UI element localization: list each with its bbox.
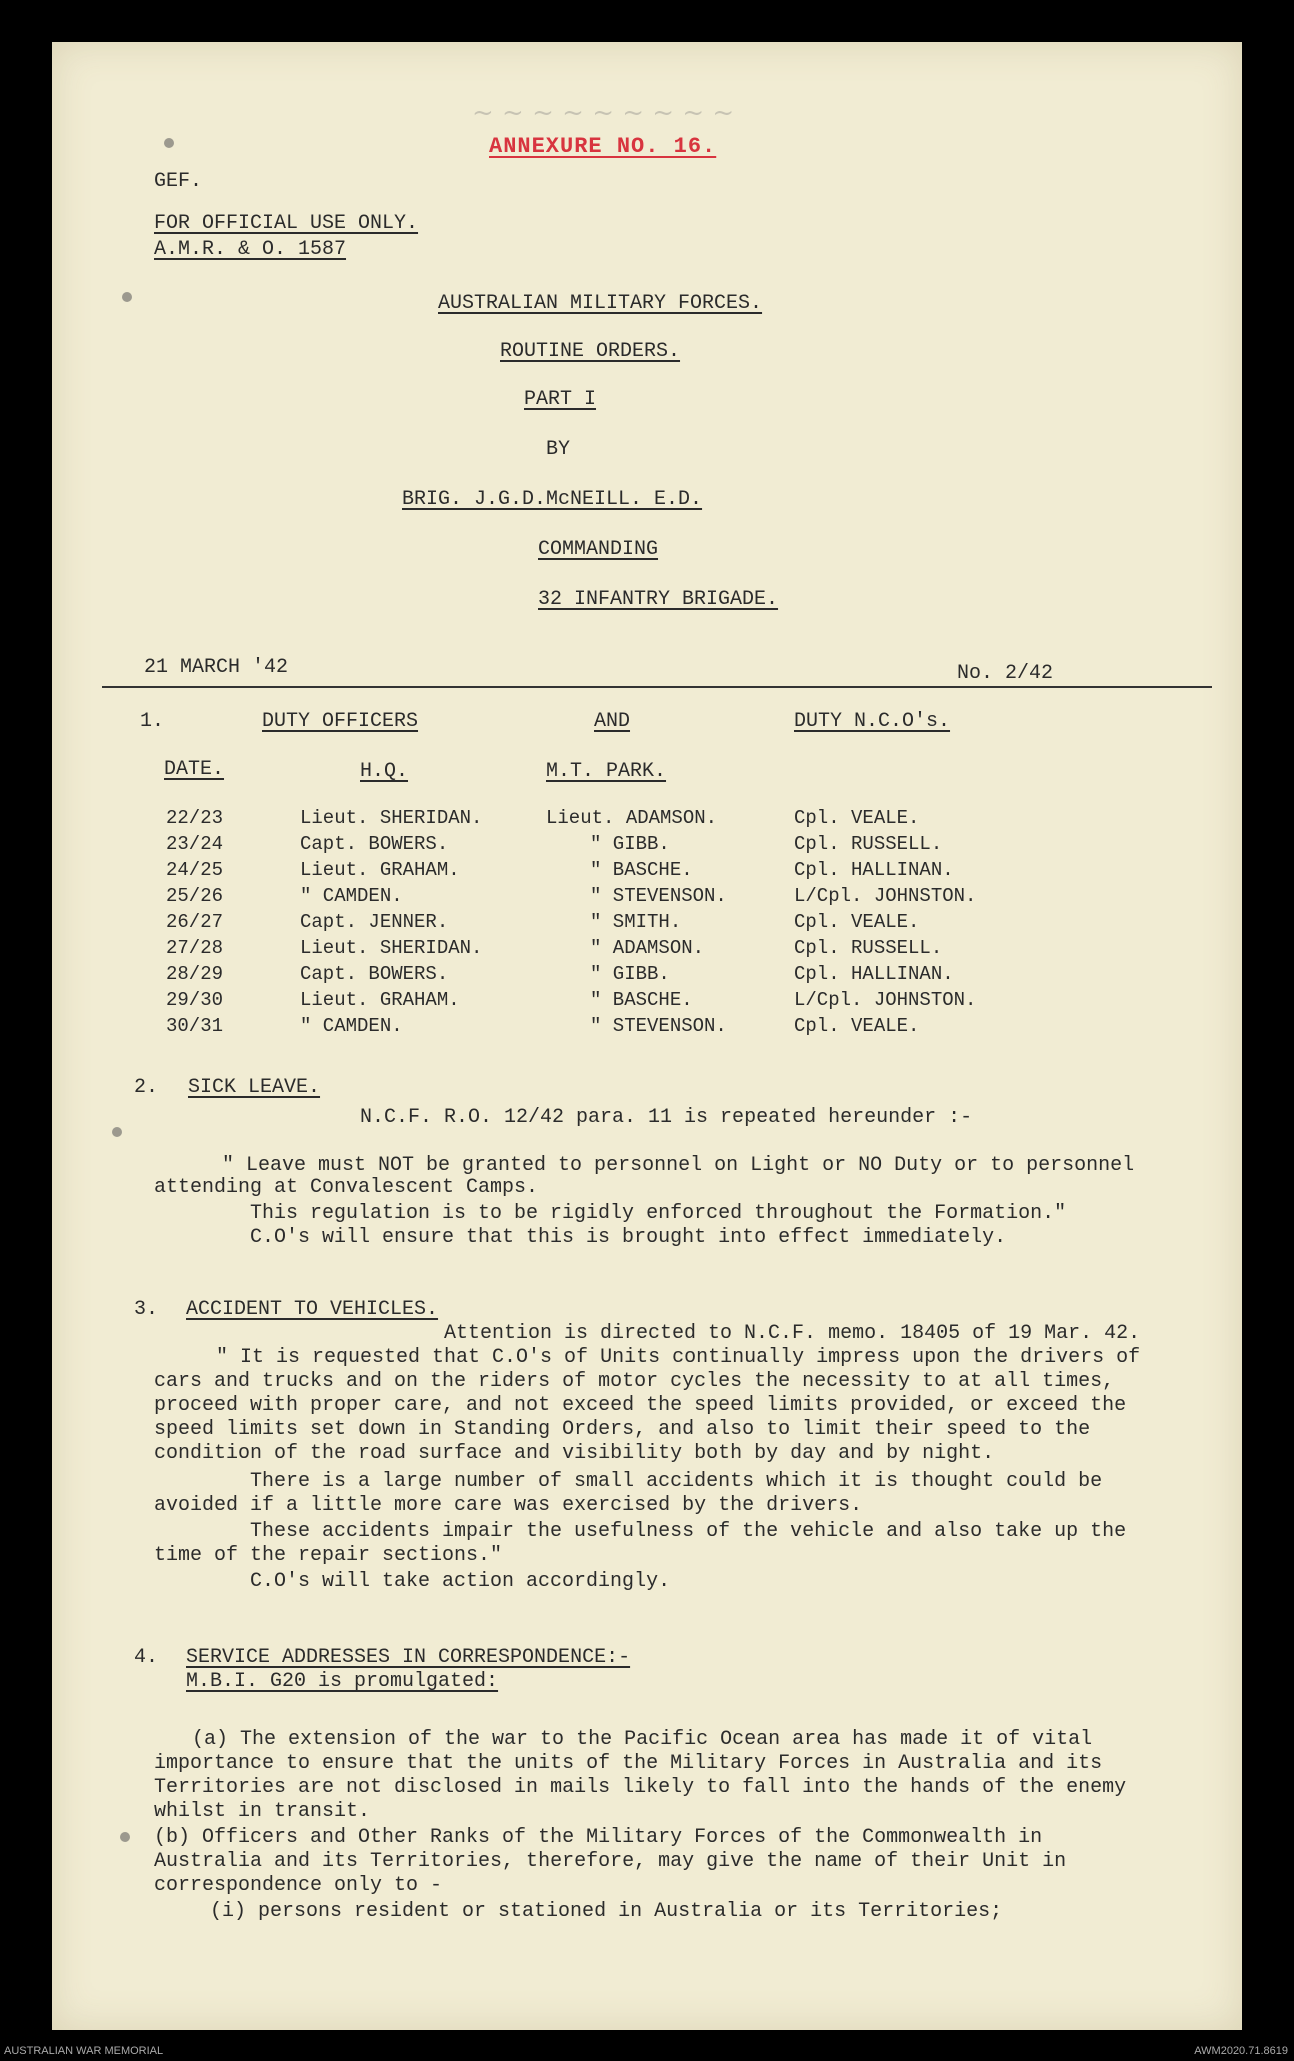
table-row-date: 22/23 xyxy=(166,807,224,829)
section3-line: time of the repair sections." xyxy=(154,1544,503,1567)
order-number: No. 2/42 xyxy=(957,662,1054,685)
pencil-annotation: ~ ~ ~ ~ ~ ~ ~ ~ ~ xyxy=(472,98,735,128)
table-row-hq: " CAMDEN. xyxy=(300,1015,403,1037)
title-forces: AUSTRALIAN MILITARY FORCES. xyxy=(438,292,763,315)
table-row-nco: Cpl. VEALE. xyxy=(794,1015,920,1037)
section3-line: proceed with proper care, and not exceed the speed limits provided, or exceed the xyxy=(154,1394,1127,1417)
punch-hole xyxy=(120,1832,130,1842)
table-row-nco: Cpl. VEALE. xyxy=(794,911,920,933)
title-part: PART I xyxy=(524,388,597,411)
section2-line: C.O's will ensure that this is brought into effect immediately. xyxy=(250,1226,1007,1249)
official-use-notice: FOR OFFICIAL USE ONLY. xyxy=(154,212,419,235)
section3-line: condition of the road surface and visibility both by day and by night. xyxy=(154,1442,995,1465)
table-row-mt: " GIBB. xyxy=(590,833,670,855)
section4-title: SERVICE ADDRESSES IN CORRESPONDENCE:- xyxy=(186,1646,631,1669)
punch-hole xyxy=(164,138,174,148)
footer-right: AWM2020.71.8619 xyxy=(1194,2045,1288,2057)
col-duty-ncos: DUTY N.C.O's. xyxy=(794,710,951,733)
table-row-mt: " BASCHE. xyxy=(590,989,693,1011)
table-row-hq: " CAMDEN. xyxy=(300,885,403,907)
table-row-mt: " SMITH. xyxy=(590,911,682,933)
col-duty-officers: DUTY OFFICERS xyxy=(262,710,419,733)
section4-line: (i) persons resident or stationed in Australia or its Territories; xyxy=(210,1900,1003,1923)
table-row-nco: Cpl. HALLINAN. xyxy=(794,963,954,985)
section3-line: There is a large number of small accidents which it is thought could be xyxy=(250,1470,1103,1493)
section2-title: SICK LEAVE. xyxy=(188,1076,321,1099)
table-row-nco: Cpl. HALLINAN. xyxy=(794,859,954,881)
section2-intro: N.C.F. R.O. 12/42 para. 11 is repeated hereunder :- xyxy=(360,1106,973,1129)
section2-number: 2. xyxy=(134,1076,159,1099)
table-row-nco: L/Cpl. JOHNSTON. xyxy=(794,989,977,1011)
title-routine-orders: ROUTINE ORDERS. xyxy=(500,340,681,363)
table-row-date: 27/28 xyxy=(166,937,224,959)
amr-reference: A.M.R. & O. 1587 xyxy=(154,238,347,261)
section4-line: (b) Officers and Other Ranks of the Military Forces of the Commonwealth in xyxy=(154,1826,1043,1849)
table-row-date: 24/25 xyxy=(166,859,224,881)
section3-line: " It is requested that C.O's of Units continually impress upon the drivers of xyxy=(216,1346,1141,1369)
table-row-hq: Capt. BOWERS. xyxy=(300,963,449,985)
table-row-mt: Lieut. ADAMSON. xyxy=(546,807,718,829)
section4-subtitle: M.B.I. G20 is promulgated: xyxy=(186,1670,499,1693)
col-hq: H.Q. xyxy=(360,760,409,783)
section4-line: (a) The extension of the war to the Pacific Ocean area has made it of vital xyxy=(192,1728,1093,1751)
section4-line: Australia and its Territories, therefore, may give the name of their Unit in xyxy=(154,1850,1067,1873)
table-row-nco: Cpl. VEALE. xyxy=(794,807,920,829)
table-row-hq: Lieut. SHERIDAN. xyxy=(300,807,483,829)
table-row-hq: Lieut. GRAHAM. xyxy=(300,989,460,1011)
section3-title: ACCIDENT TO VEHICLES. xyxy=(186,1298,439,1321)
table-row-mt: " ADAMSON. xyxy=(590,937,705,959)
table-row-hq: Capt. JENNER. xyxy=(300,911,449,933)
order-date: 21 MARCH '42 xyxy=(144,656,289,679)
footer-left: AUSTRALIAN WAR MEMORIAL xyxy=(4,2045,164,2057)
section3-intro: Attention is directed to N.C.F. memo. 18405 of 19 Mar. 42. xyxy=(444,1322,1141,1345)
punch-hole xyxy=(112,1127,122,1137)
table-row-nco: Cpl. RUSSELL. xyxy=(794,937,943,959)
file-reference: GEF. xyxy=(154,170,203,193)
table-row-hq: Lieut. SHERIDAN. xyxy=(300,937,483,959)
table-row-date: 23/24 xyxy=(166,833,224,855)
table-row-hq: Capt. BOWERS. xyxy=(300,833,449,855)
section4-number: 4. xyxy=(134,1646,159,1669)
annexure-stamp: ANNEXURE NO. 16. xyxy=(489,134,717,159)
section3-line: These accidents impair the usefulness of the vehicle and also take up the xyxy=(250,1520,1127,1543)
section4-line: whilst in transit. xyxy=(154,1800,371,1823)
title-brigade: 32 INFANTRY BRIGADE. xyxy=(538,588,779,611)
section3-line: cars and trucks and on the riders of motor cycles the necessity to at all times, xyxy=(154,1370,1115,1393)
table-row-mt: " BASCHE. xyxy=(590,859,693,881)
document-page xyxy=(52,42,1242,2030)
punch-hole xyxy=(122,292,132,302)
title-brigadier: BRIG. J.G.D.McNEILL. E.D. xyxy=(402,488,703,511)
col-and: AND xyxy=(594,710,631,733)
section3-line: C.O's will take action accordingly. xyxy=(250,1570,671,1593)
table-row-date: 29/30 xyxy=(166,989,224,1011)
section1-number: 1. xyxy=(140,710,165,733)
table-row-nco: L/Cpl. JOHNSTON. xyxy=(794,885,977,907)
title-by: BY xyxy=(546,438,571,461)
table-row-mt: " STEVENSON. xyxy=(590,885,727,907)
table-row-nco: Cpl. RUSSELL. xyxy=(794,833,943,855)
section2-line: attending at Convalescent Camps. xyxy=(154,1176,539,1199)
section3-number: 3. xyxy=(134,1298,159,1321)
section3-line: speed limits set down in Standing Orders, and also to limit their speed to the xyxy=(154,1418,1091,1441)
section4-line: importance to ensure that the units of the Military Forces in Australia and its xyxy=(154,1752,1103,1775)
table-row-hq: Lieut. GRAHAM. xyxy=(300,859,460,881)
table-row-date: 25/26 xyxy=(166,885,224,907)
table-row-mt: " GIBB. xyxy=(590,963,670,985)
table-row-date: 30/31 xyxy=(166,1015,224,1037)
table-row-date: 26/27 xyxy=(166,911,224,933)
section4-line: correspondence only to - xyxy=(154,1874,443,1897)
section3-line: avoided if a little more care was exercised by the drivers. xyxy=(154,1494,863,1517)
table-row-mt: " STEVENSON. xyxy=(590,1015,727,1037)
col-date: DATE. xyxy=(164,758,225,781)
section4-line: Territories are not disclosed in mails likely to fall into the hands of the enemy xyxy=(154,1776,1127,1799)
col-mt-park: M.T. PARK. xyxy=(546,760,667,783)
section2-line: " Leave must NOT be granted to personnel on Light or NO Duty or to personnel xyxy=(222,1154,1135,1177)
title-commanding: COMMANDING xyxy=(538,538,659,561)
table-row-date: 28/29 xyxy=(166,963,224,985)
header-divider xyxy=(102,686,1212,688)
section2-line: This regulation is to be rigidly enforced throughout the Formation." xyxy=(250,1202,1067,1225)
